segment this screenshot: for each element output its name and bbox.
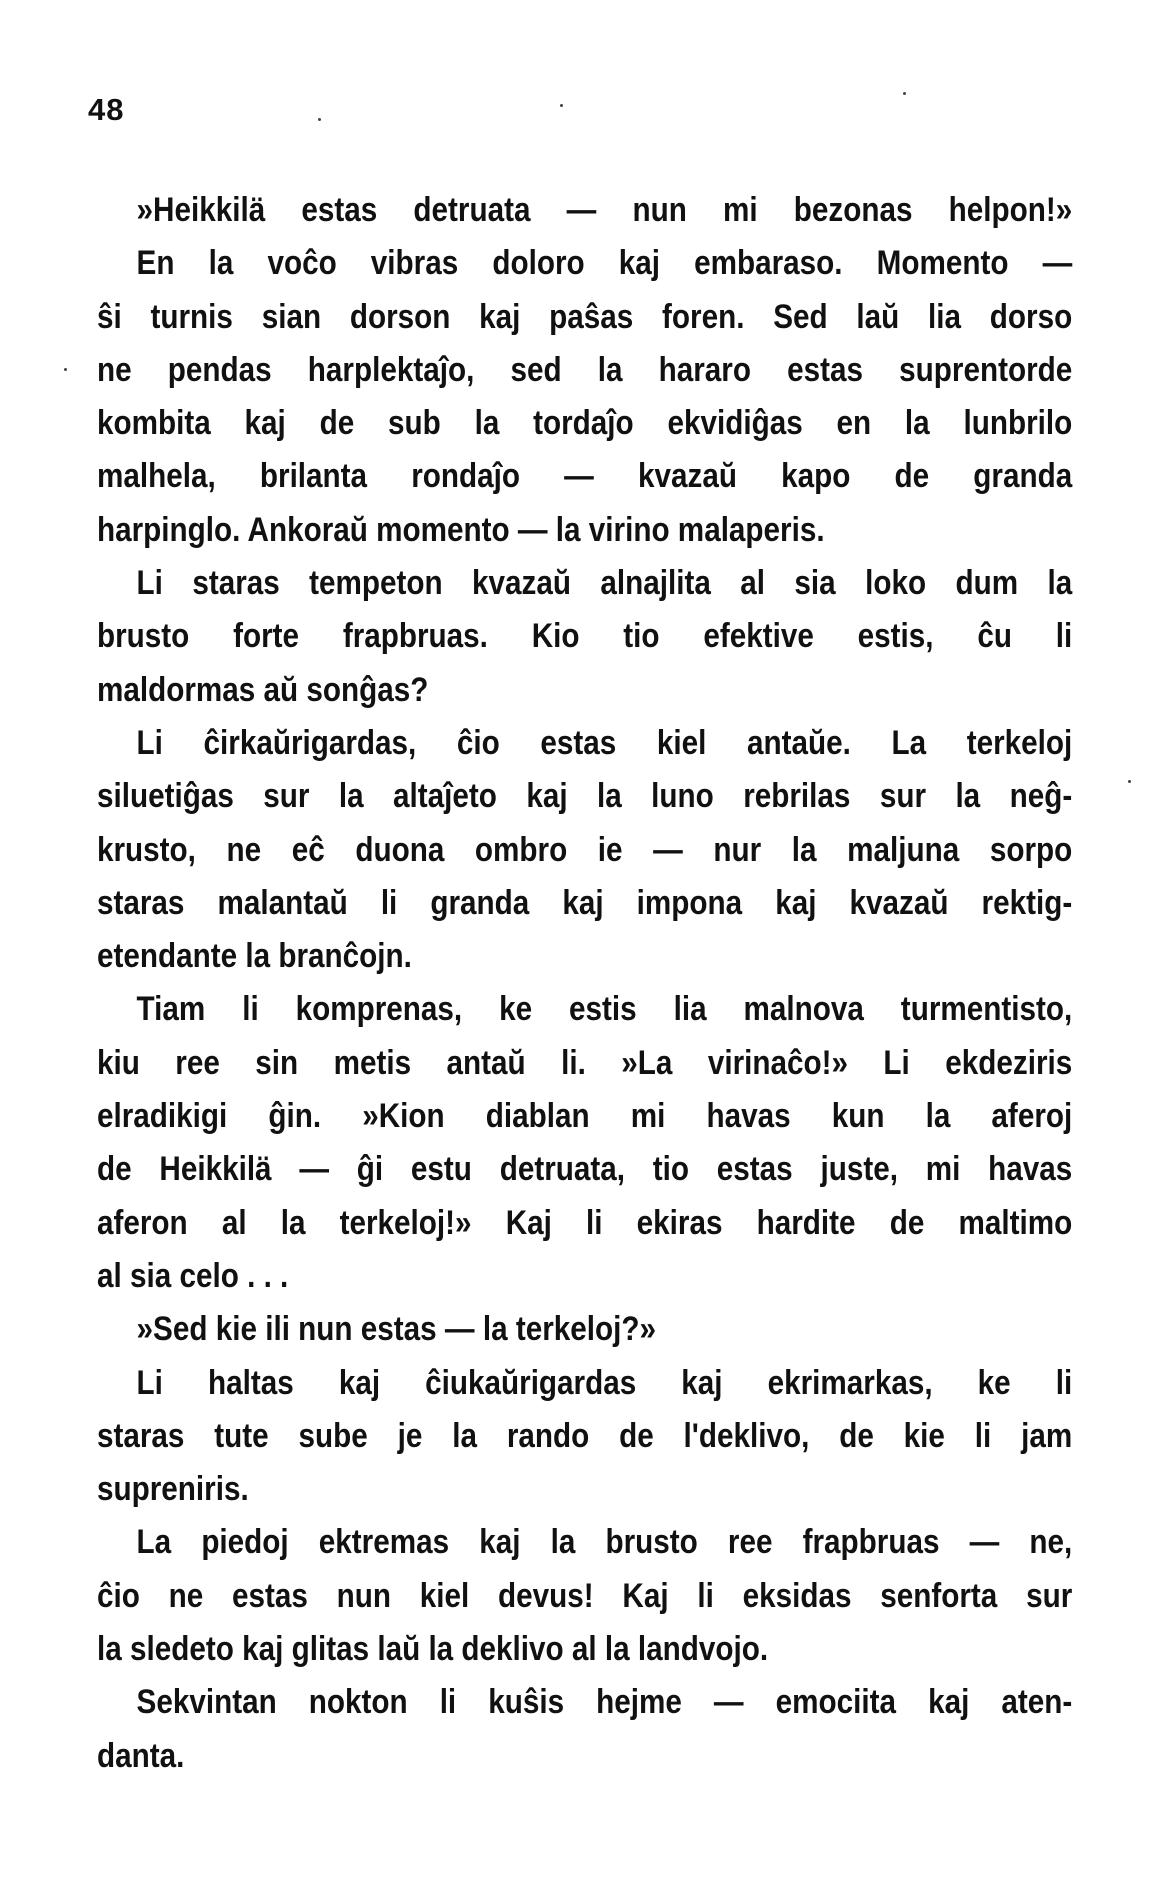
text-line: al sia celo . . .	[97, 1256, 289, 1295]
text-line: Sekvintan nokton li kuŝis hejme — emociita kaj aten-	[136, 1683, 1073, 1722]
text-line: kiu ree sin metis antaŭ li. »La virinaĉo!» Li ekdeziris	[97, 1043, 1073, 1082]
text-line: elradikigi ĝin. »Kion diablan mi havas kun la aferoj	[97, 1097, 1073, 1136]
text-line: ĉio ne estas nun kiel devus! Kaj li eksidas senforta sur	[97, 1576, 1073, 1615]
body-text	[97, 184, 1072, 1783]
print-speck	[560, 104, 563, 107]
print-speck	[318, 118, 321, 121]
text-line: danta.	[97, 1736, 185, 1775]
text-line: kombita kaj de sub la tordaĵo ekvidiĝas en la lunbrilo	[97, 404, 1073, 443]
text-line: Li ĉirkaŭrigardas, ĉio estas kiel antaŭe. La terkeloj	[136, 723, 1073, 762]
text-line: brusto forte frapbruas. Kio tio efektive estis, ĉu li	[97, 617, 1073, 656]
print-speck	[903, 92, 906, 95]
text-line: En la voĉo vibras doloro kaj embaraso. Momento —	[136, 244, 1073, 283]
text-line: maldormas aŭ sonĝas?	[97, 670, 429, 709]
text-line: la sledeto kaj glitas laŭ la deklivo al la landvojo.	[97, 1630, 769, 1669]
text-line: staras malantaŭ li granda kaj impona kaj kvazaŭ rektig-	[97, 883, 1073, 922]
text-line: siluetiĝas sur la altaĵeto kaj la luno rebrilas sur la neĝ-	[97, 777, 1073, 816]
text-line: aferon al la terkeloj!» Kaj li ekiras hardite de maltimo	[97, 1203, 1073, 1242]
text-line: etendante la branĉojn.	[97, 937, 412, 976]
text-line: La piedoj ektremas kaj la brusto ree frapbruas — ne,	[136, 1523, 1073, 1562]
text-line: krusto, ne eĉ duona ombro ie — nur la maljuna sorpo	[97, 830, 1073, 869]
text-line: Tiam li komprenas, ke estis lia malnova turmentisto,	[136, 990, 1073, 1029]
text-line: ŝi turnis sian dorson kaj paŝas foren. Sed laŭ lia dorso	[97, 297, 1073, 336]
text-line: »Heikkilä estas detruata — nun mi bezonas helpon!»	[136, 191, 1073, 229]
text-line: malhela, brilanta rondaĵo — kvazaŭ kapo de granda	[97, 457, 1073, 496]
text-line: ne pendas harplektaĵo, sed la hararo estas suprentorde	[97, 350, 1073, 389]
text-line: Li staras tempeton kvazaŭ alnajlita al sia loko dum la	[136, 564, 1073, 603]
text-line: »Sed kie ili nun estas — la terkeloj?»	[136, 1310, 656, 1349]
text-line: harpinglo. Ankoraŭ momento — la virino malaperis.	[97, 510, 825, 549]
print-speck	[64, 368, 67, 371]
text-line: Li haltas kaj ĉiukaŭrigardas kaj ekrimarkas, ke li	[136, 1363, 1073, 1402]
print-speck	[1128, 780, 1131, 783]
text-line: supreniris.	[97, 1470, 249, 1509]
page-number: 48	[88, 92, 125, 127]
text-line: staras tute sube je la rando de l'deklivo, de kie li jam	[97, 1416, 1073, 1455]
text-line: de Heikkilä — ĝi estu detruata, tio estas juste, mi havas	[97, 1150, 1073, 1189]
